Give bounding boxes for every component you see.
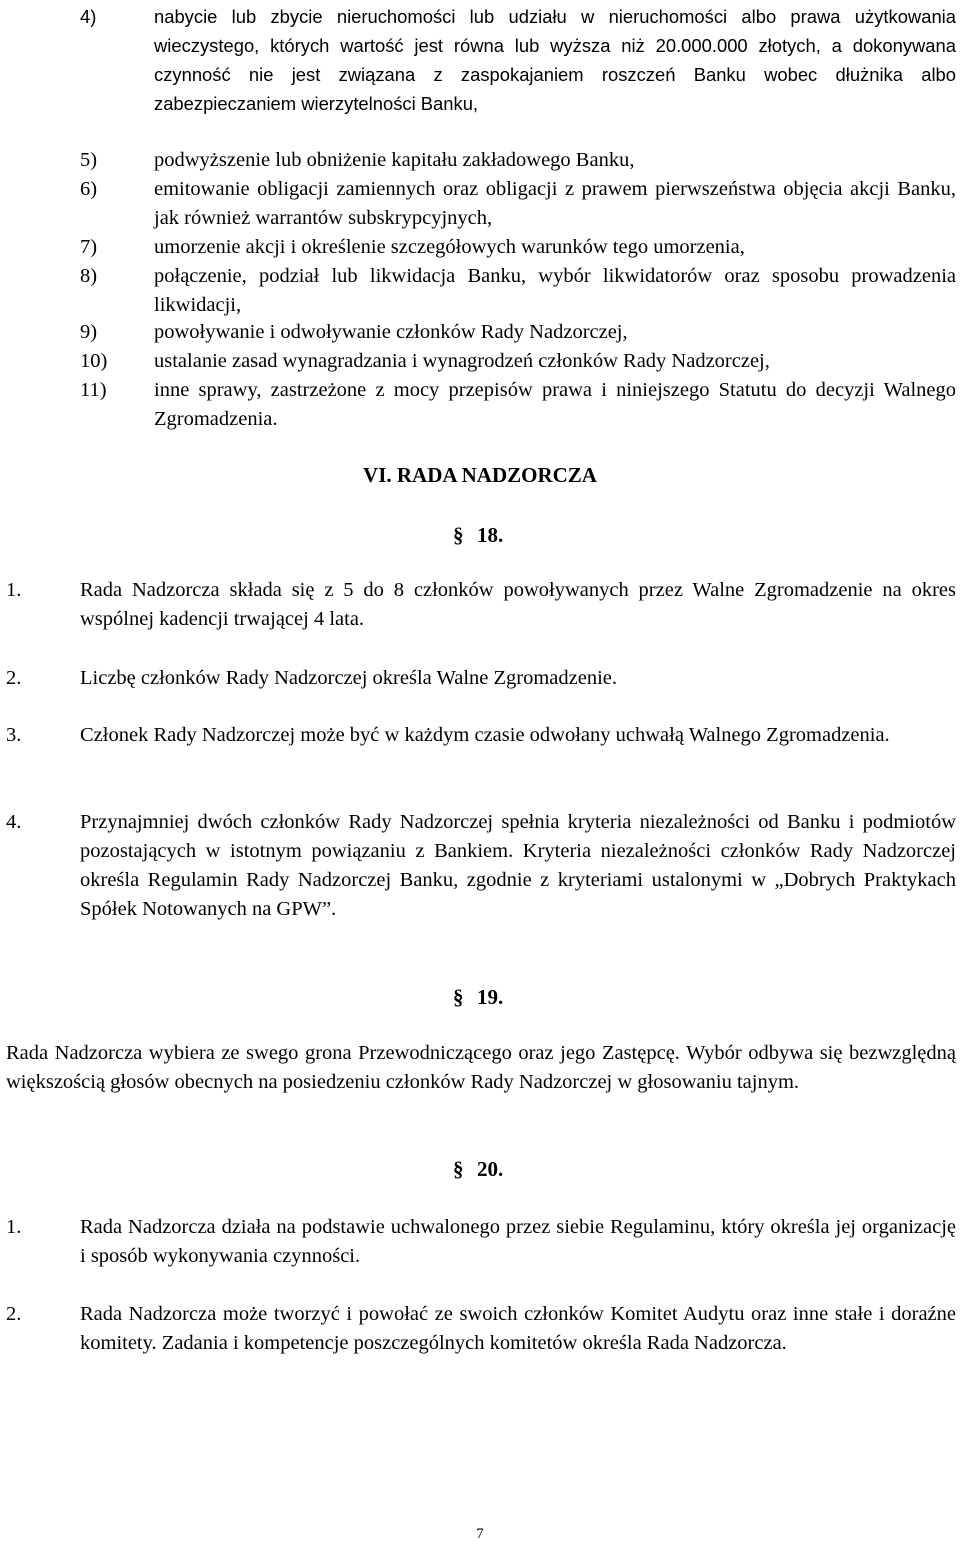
list-text: inne sprawy, zastrzeżone z mocy przepisów prawa i niniejszego Statutu do decyzji Walnego Zgromadzenia. xyxy=(154,379,956,430)
section-number: 19. xyxy=(477,985,504,1009)
section-sign-icon: § xyxy=(453,1157,464,1181)
list-item-6 xyxy=(0,175,956,233)
item-text: Przynajmniej dwóch członków Rady Nadzorczej spełnia kryteria niezależności od Banku i podmiotów pozostających w istotnym powiązaniu z Bankiem. Kryteria niezależności członków Rady Nadzorczej określa Regulamin Rady Nadzorczej Banku, zgodnie z kryteriami ustalonymi w „Dobrych Praktykach Spółek Notowanych na GPW”. xyxy=(80,811,956,920)
item-number: 1. xyxy=(6,579,22,601)
list-item-10 xyxy=(0,347,956,376)
list-item-5 xyxy=(0,146,956,175)
section-19-text: Rada Nadzorcza wybiera ze swego grona Przewodniczącego oraz jego Zastępcę. Wybór odbywa się bezwzględną większością głosów obecnych na posiedzeniu członków Rady Nadzorczej w głosowaniu tajnym. xyxy=(6,1042,956,1093)
list-number: 6) xyxy=(80,178,98,200)
list-text: ustalanie zasad wynagradzania i wynagrodzeń członków Rady Nadzorczej, xyxy=(154,350,770,372)
section-18-item-2 xyxy=(0,664,956,693)
list-text: powoływanie i odwoływanie członków Rady Nadzorczej, xyxy=(154,321,628,343)
section-heading-19 xyxy=(453,983,503,1012)
item-number: 2. xyxy=(6,1303,22,1325)
list-text: emitowanie obligacji zamiennych oraz obligacji z prawem pierwszeństwa objęcia akcji Banku, jak również warrantów subskrypcyjnych, xyxy=(154,178,956,229)
list-item-11 xyxy=(0,376,956,434)
list-number: 5) xyxy=(80,149,98,171)
section-sign-icon: § xyxy=(453,523,464,547)
item-text: Liczbę członków Rady Nadzorczej określa Walne Zgromadzenie. xyxy=(80,667,617,689)
list-text: nabycie lub zbycie nieruchomości lub udziału w nieruchomości albo prawa użytkowania wieczystego, których wartość jest równa lub wyższa niż 20.000.000 złotych, a dokonywana czynność nie jest związana z zaspokajaniem roszczeń Banku wobec dłużnika albo zabezpieczaniem wierzytelności Banku, xyxy=(154,6,956,114)
list-item-7 xyxy=(0,233,956,262)
item-text: Rada Nadzorcza może tworzyć i powołać ze swoich członków Komitet Audytu oraz inne stałe i doraźne komitety. Zadania i kompetencje poszczególnych komitetów określa Rada Nadzorcza. xyxy=(80,1303,956,1354)
section-18-item-4 xyxy=(0,808,956,924)
section-number: 20. xyxy=(477,1157,504,1181)
section-20-item-1 xyxy=(0,1213,956,1271)
item-text: Rada Nadzorcza składa się z 5 do 8 członków powoływanych przez Walne Zgromadzenie na okres wspólnej kadencji trwającej 4 lata. xyxy=(80,579,956,630)
item-number: 4. xyxy=(6,811,22,833)
item-number: 2. xyxy=(6,667,22,689)
section-20-item-2 xyxy=(0,1300,956,1358)
page-number: 7 xyxy=(476,1526,484,1542)
list-number: 9) xyxy=(80,321,98,343)
item-text: Rada Nadzorcza działa na podstawie uchwalonego przez siebie Regulaminu, który określa jej organizację i sposób wykonywania czynności. xyxy=(80,1216,956,1267)
item-number: 1. xyxy=(6,1216,22,1238)
list-item-9 xyxy=(0,318,956,347)
section-heading-20 xyxy=(453,1155,503,1184)
list-number: 4) xyxy=(80,6,97,27)
list-number: 11) xyxy=(80,379,107,401)
section-heading-18 xyxy=(453,521,503,550)
list-text: połączenie, podział lub likwidacja Banku, wybór likwidatorów oraz sposobu prowadzenia likwidacji, xyxy=(154,265,956,316)
item-text: Członek Rady Nadzorczej może być w każdym czasie odwołany uchwałą Walnego Zgromadzenia. xyxy=(80,724,890,746)
item-number: 3. xyxy=(6,724,22,746)
list-text: podwyższenie lub obniżenie kapitału zakładowego Banku, xyxy=(154,149,635,171)
list-text: umorzenie akcji i określenie szczegółowych warunków tego umorzenia, xyxy=(154,236,745,258)
section-number: 18. xyxy=(477,523,504,547)
list-number: 8) xyxy=(80,265,98,287)
list-number: 7) xyxy=(80,236,98,258)
section-18-item-3 xyxy=(0,721,956,750)
chapter-heading: VI. RADA NADZORCZA xyxy=(363,463,597,487)
list-number: 10) xyxy=(80,350,108,372)
list-item-8 xyxy=(0,262,956,320)
section-sign-icon: § xyxy=(453,985,464,1009)
list-item-4 xyxy=(0,2,956,118)
section-18-item-1 xyxy=(0,576,956,634)
